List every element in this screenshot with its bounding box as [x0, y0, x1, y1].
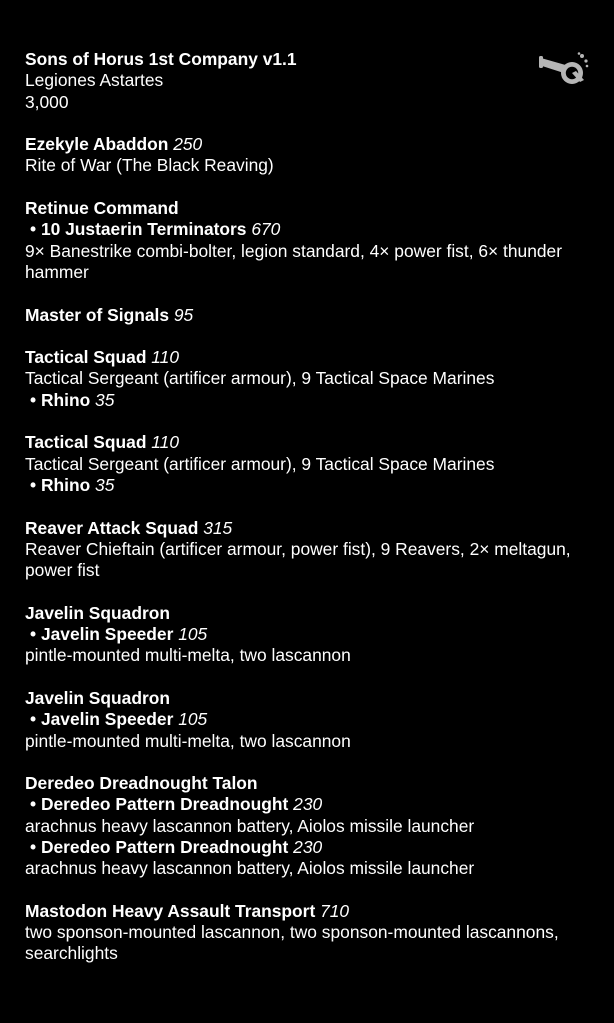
unit-details: two sponson-mounted lascannon, two sponson-mounted lascannons, searchlights [25, 922, 559, 964]
sub-unit-details: arachnus heavy lascannon battery, Aiolos missile launcher [25, 858, 475, 879]
sub-unit-name: Javelin Speeder [40, 709, 174, 730]
sub-unit-name: 10 Justaerin Terminators [40, 219, 247, 240]
sub-unit-heading [25, 837, 585, 858]
unit-entry [25, 773, 585, 879]
sub-unit-name: Deredeo Pattern Dreadnought [40, 794, 289, 815]
unit-name: Ezekyle Abaddon [25, 134, 169, 155]
sub-unit-heading [25, 624, 585, 645]
unit-points: 95 [173, 304, 194, 325]
bullet-icon: • [30, 389, 37, 410]
unit-points: 710 [320, 900, 350, 921]
sub-unit-details: pintle-mounted multi-melta, two lascannon [25, 645, 351, 666]
sub-unit-details: pintle-mounted multi-melta, two lascannon [25, 730, 351, 751]
unit-entry [25, 432, 585, 496]
unit-entry [25, 901, 585, 965]
unit-points: 315 [203, 517, 233, 538]
unit-entry [25, 603, 585, 667]
unit-entry [25, 198, 585, 283]
sub-unit-name: Deredeo Pattern Dreadnought [40, 836, 289, 857]
sub-unit-points: 105 [178, 709, 208, 730]
bullet-icon: • [30, 794, 37, 815]
unit-name: Deredeo Dreadnought Talon [25, 773, 258, 794]
army-points: 3,000 [25, 91, 69, 112]
unit-entry [25, 134, 585, 177]
unit-name: Javelin Squadron [25, 602, 170, 623]
unit-details: Reaver Chieftain (artificer armour, power fist), 9 Reavers, 2× meltagun, power fist [25, 538, 571, 581]
unit-heading [25, 901, 585, 922]
unit-name: Javelin Squadron [25, 687, 170, 708]
unit-name: Tactical Squad [25, 347, 147, 368]
sub-unit-points: 230 [293, 836, 323, 857]
spacer [25, 113, 585, 134]
cannon-q-icon [539, 52, 589, 86]
sub-unit-name: Rhino [40, 474, 91, 495]
unit-name: Reaver Attack Squad [25, 517, 199, 538]
army-list [25, 49, 585, 965]
unit-entry [25, 305, 585, 326]
bullet-icon: • [30, 219, 37, 240]
unit-points: 110 [151, 347, 180, 368]
unit-name: Retinue Command [25, 198, 179, 219]
unit-heading [25, 518, 585, 539]
unit-entry [25, 518, 585, 582]
spacer [25, 283, 585, 304]
spacer [25, 667, 585, 688]
bullet-icon: • [30, 836, 37, 857]
unit-points: 250 [173, 134, 203, 155]
unit-heading [25, 198, 585, 219]
bullet-icon: • [30, 624, 37, 645]
sub-unit-points: 230 [293, 794, 323, 815]
unit-heading [25, 603, 585, 624]
sub-unit-points: 105 [178, 624, 208, 645]
unit-entry [25, 688, 585, 752]
army-title: Sons of Horus 1st Company v1.1 [25, 49, 297, 69]
spacer [25, 326, 585, 347]
sub-unit-heading [25, 794, 585, 815]
spacer [25, 177, 585, 198]
unit-heading [25, 347, 585, 368]
army-faction: Legiones Astartes [25, 70, 164, 91]
sub-unit-heading [25, 219, 585, 240]
army-header [25, 49, 585, 113]
spacer [25, 752, 585, 773]
unit-details: Rite of War (The Black Reaving) [25, 155, 274, 176]
sub-unit-name: Javelin Speeder [40, 624, 174, 645]
spacer [25, 411, 585, 432]
sub-unit-details: 9× Banestrike combi-bolter, legion standard, 4× power fist, 6× thunder hammer [25, 240, 563, 282]
sub-unit-points: 670 [251, 219, 281, 240]
unit-heading [25, 432, 585, 453]
spacer [25, 496, 585, 517]
sub-unit-heading [25, 390, 585, 411]
sub-unit-points: 35 [95, 474, 115, 495]
unit-name: Mastodon Heavy Assault Transport [25, 900, 316, 921]
sub-unit-heading [25, 475, 585, 496]
sub-unit-details: arachnus heavy lascannon battery, Aiolos missile launcher [25, 815, 475, 836]
spacer [25, 880, 585, 901]
unit-list [25, 113, 585, 965]
sub-unit-points: 35 [95, 389, 115, 410]
sub-unit-name: Rhino [40, 389, 91, 410]
unit-heading [25, 134, 585, 155]
unit-entry [25, 347, 585, 411]
unit-details: Tactical Sergeant (artificer armour), 9 Tactical Space Marines [25, 368, 495, 389]
unit-name: Master of Signals [25, 304, 169, 325]
bullet-icon: • [30, 709, 37, 730]
sub-unit-heading [25, 709, 585, 730]
unit-points: 110 [151, 432, 180, 453]
unit-heading [25, 688, 585, 709]
bullet-icon: • [30, 474, 37, 495]
spacer [25, 581, 585, 602]
unit-heading [25, 305, 585, 326]
unit-heading [25, 773, 585, 794]
unit-name: Tactical Squad [25, 432, 147, 453]
unit-details: Tactical Sergeant (artificer armour), 9 Tactical Space Marines [25, 453, 495, 474]
